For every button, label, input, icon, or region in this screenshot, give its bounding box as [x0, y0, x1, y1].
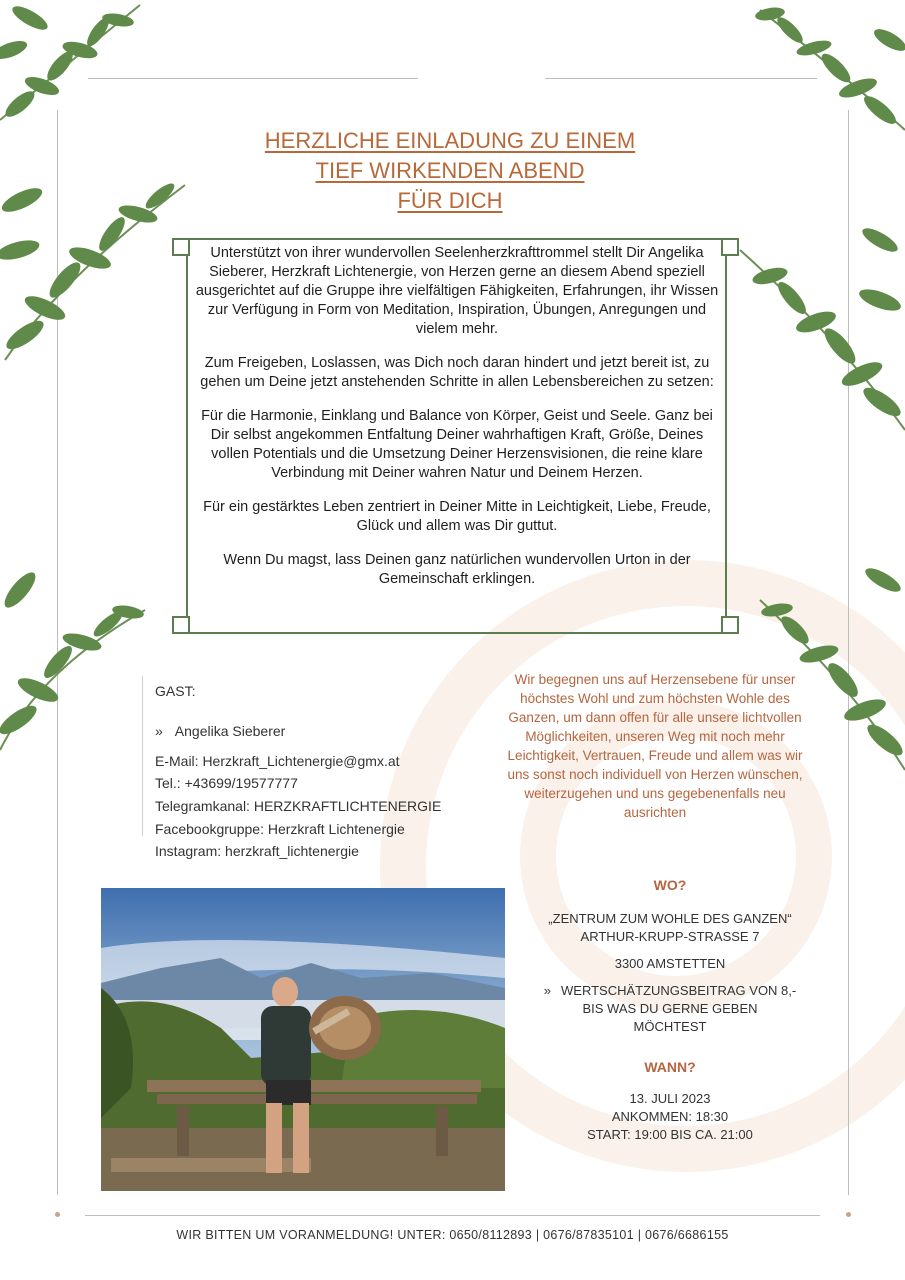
- photo-drummer-on-bench: [101, 888, 505, 1191]
- registration-footer: WIR BITTEN UM VORANMELDUNG! UNTER: 0650/8112893 | 0676/87835101 | 0676/6686155: [176, 1228, 729, 1242]
- where-section: [505, 877, 835, 1034]
- leaf-branch-right-upper: [730, 190, 905, 440]
- guest-phone[interactable]: Tel.: +43699/19577777: [155, 775, 298, 791]
- guest-facebook: Facebookgruppe: Herzkraft Lichtenergie: [155, 821, 405, 837]
- fee-block: [505, 983, 835, 1034]
- frame-dot-left: [55, 1212, 60, 1217]
- when-heading: WANN?: [644, 1059, 696, 1075]
- fee-line-2: BIS WAS DU GERNE GEBEN: [582, 1001, 758, 1016]
- where-heading: WO?: [653, 877, 687, 893]
- guest-telegram: Telegramkanal: HERZKRAFTLICHTENERGIE: [155, 798, 442, 814]
- intro-paragraph: Wenn Du magst, lass Deinen ganz natürlichen wundervollen Urton in der Gemeinschaft erklingen.: [223, 552, 691, 587]
- guest-email[interactable]: E-Mail: Herzkraft_Lichtenergie@gmx.at: [155, 753, 400, 769]
- intro-paragraph: Zum Freigeben, Loslassen, was Dich noch daran hindert und jetzt bereit ist, zu gehen um Deine jetzt anstehenden Schritte in allen Lebensbereichen zu setzen:: [200, 355, 714, 390]
- intro-paragraph: Für die Harmonie, Einklang und Balance von Körper, Geist und Seele. Ganz bei Dir selbst angekommen Entfaltung Deiner wahrhaftigen Kraft, Größe, Deines vollen Potentials und die Umsetzung Deiner Herzensvisionen, die reine klare Verbindung mit Deiner wahren Natur und Deinem Herzen.: [201, 408, 713, 481]
- event-arrival: ANKOMMEN: 18:30: [611, 1109, 729, 1124]
- guest-bullet: »: [155, 723, 163, 739]
- guest-label: GAST:: [155, 683, 196, 699]
- guest-name: [155, 723, 285, 739]
- venue-city: 3300 AMSTETTEN: [614, 956, 726, 971]
- frame-corner-top-right: [721, 238, 739, 256]
- event-date: 13. JULI 2023: [629, 1091, 711, 1106]
- invitation-title: [150, 126, 750, 216]
- guest-name-text: Angelika Sieberer: [174, 723, 286, 739]
- title-line-2: TIEF WIRKENDEN ABEND: [315, 158, 585, 183]
- fee-line-3: MÖCHTEST: [633, 1019, 707, 1034]
- frame-corner-bottom-left: [172, 616, 190, 634]
- venue-street: ARTHUR-KRUPP-STRASSE 7: [580, 929, 760, 944]
- frame-dot-right: [846, 1212, 851, 1217]
- title-line-1: HERZLICHE EINLADUNG ZU EINEM: [264, 128, 636, 153]
- event-start: START: 19:00 BIS CA. 21:00: [587, 1127, 753, 1142]
- leaf-branch-left-lower: [0, 550, 150, 760]
- when-section: [505, 1059, 835, 1142]
- guest-instagram: Instagram: herzkraft_lichtenergie: [155, 843, 359, 859]
- leaf-branch-top-left: [0, 0, 150, 130]
- intro-text: [192, 244, 722, 604]
- frame-corner-bottom-right: [721, 616, 739, 634]
- venue-name: „ZENTRUM ZUM WOHLE DES GANZEN“: [548, 911, 792, 926]
- frame-bottom: [85, 1215, 820, 1216]
- leaf-branch-top-right: [750, 0, 905, 140]
- fee-line-1: WERTSCHÄTZUNGSBEITRAG VON 8,-: [561, 983, 797, 998]
- frame-corner-top-left: [172, 238, 190, 256]
- title-line-3: FÜR DICH: [397, 188, 503, 213]
- intro-paragraph: Für ein gestärktes Leben zentriert in Deiner Mitte in Leichtigkeit, Liebe, Freude, Glück und allem was Dir guttut.: [203, 499, 711, 534]
- heart-quote: Wir begegnen uns auf Herzensebene für unser höchstes Wohl und zum höchsten Wohle des Ganzen, um dann offen für alle unsere lichtvollen Möglichkeiten, unseren Weg mit noch mehr Leichtigkeit, Vertrauen, Freude und allem was wir uns sonst noch individuell von Herzen wünschen, weiterzugehen und uns gegebenenfalls neu ausrichten: [507, 672, 803, 820]
- guest-divider: [142, 676, 143, 836]
- fee-bullet: »: [543, 983, 551, 998]
- intro-paragraph: Unterstützt von ihrer wundervollen Seelenherzkrafttrommel stellt Dir Angelika Sieberer, Herzkraft Lichtenergie, von Herzen gerne an diesem Abend speziell ausgerichtet auf die Gruppe ihre vielfältigen Fähigkeiten, Erfahrungen, ihr Wissen zur Verfügung in Form von Meditation, Inspiration, Übungen, Anregungen und vielem mehr.: [195, 245, 719, 337]
